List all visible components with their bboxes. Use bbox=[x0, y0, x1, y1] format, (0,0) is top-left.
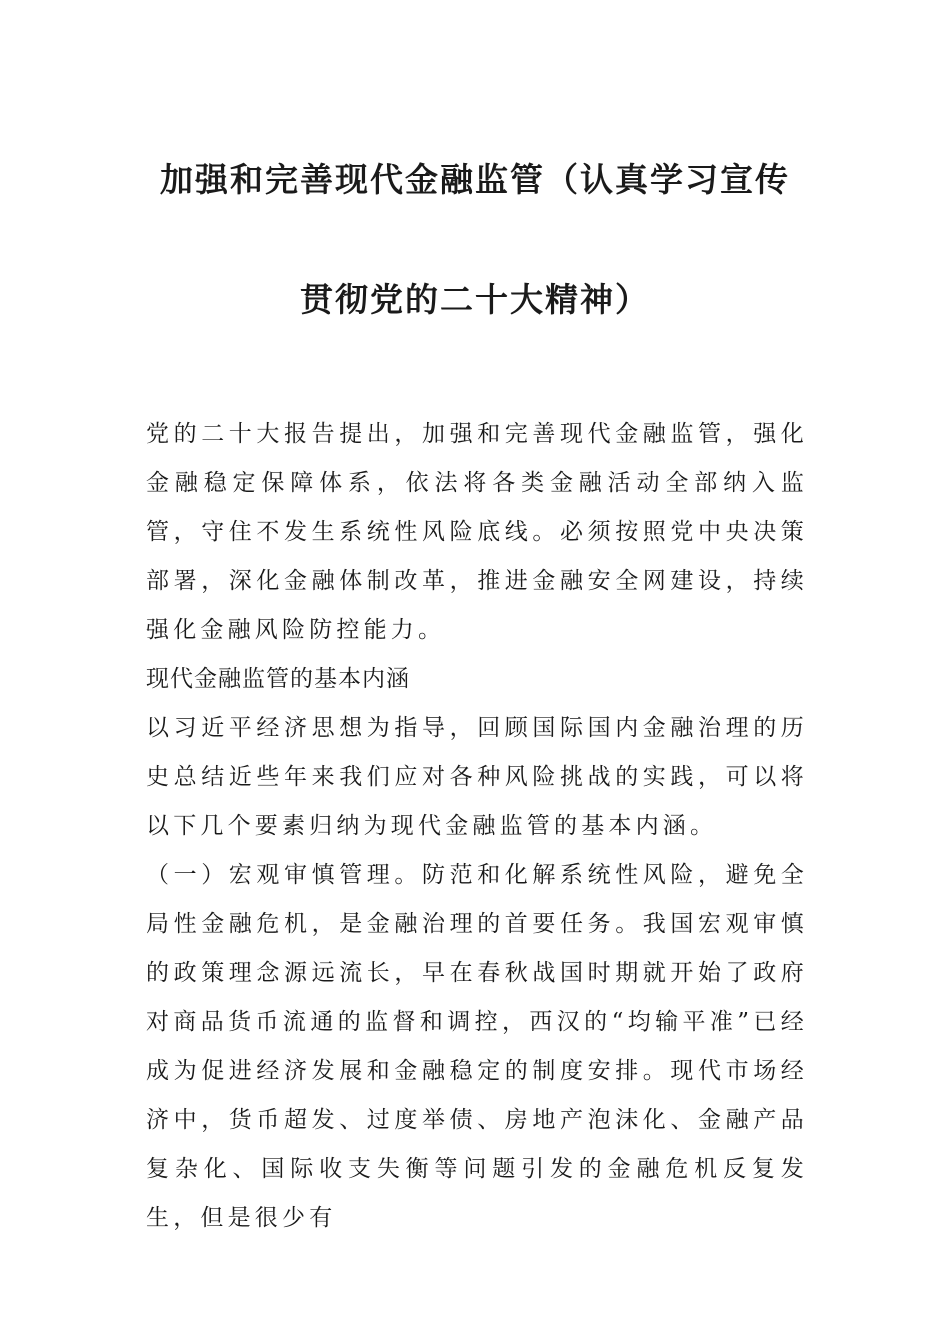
paragraph-intro: 党的二十大报告提出，加强和完善现代金融监管，强化金融稳定保障体系，依法将各类金融活动全部纳入监管，守住不发生系统性风险底线。必须按照党中央决策部署，深化金融体制改革，推进金融安全网建设，持续强化金融风险防控能力。 bbox=[146, 421, 808, 643]
paragraph-macro-prudential: （一）宏观审慎管理。防范和化解系统性风险，避免全局性金融危机，是金融治理的首要任务。我国宏观审慎的政策理念源远流长，早在春秋战国时期就开始了政府对商品货币流通的监督和调控，西汉的“均输平准”已经成为促进经济发展和金融稳定的制度安排。现代市场经济中，货币超发、过度举债、房地产泡沫化、金融产品复杂化、国际收支失衡等问题引发的金融危机反复发生，但是很少有 bbox=[146, 862, 808, 1231]
document-title-line-1: 加强和完善现代金融监管（认真学习宣传 bbox=[160, 160, 790, 199]
document-title-line-2: 贯彻党的二十大精神） bbox=[300, 280, 650, 319]
paragraph-overview: 以习近平经济思想为指导，回顾国际国内金融治理的历史总结近些年来我们应对各种风险挑战的实践，可以将以下几个要素归纳为现代金融监管的基本内涵。 bbox=[146, 715, 808, 839]
document-body bbox=[146, 410, 808, 1243]
section-heading: 现代金融监管的基本内涵 bbox=[146, 666, 410, 692]
